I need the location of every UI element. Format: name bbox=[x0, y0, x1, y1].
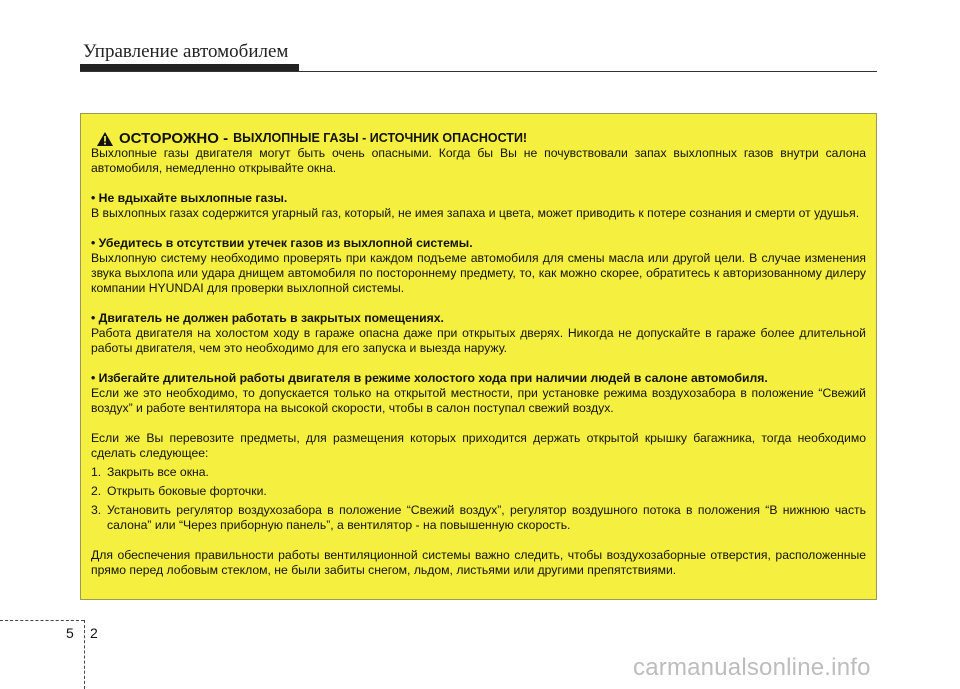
warning-intro: Выхлопные газы двигателя могут быть очень опасными. Когда бы Вы не почувствовали запах выхлопных газов внутри салона автомобиля, немедленно открывайте окна. bbox=[91, 146, 866, 175]
step-number: 3. bbox=[91, 503, 102, 517]
page-number-page: 2 bbox=[90, 625, 98, 641]
header-tab-bar bbox=[80, 64, 299, 71]
section-text: Выхлопную систему необходимо проверять при каждом подъеме автомобиля для смены масла или другой цели. В случае изменения звука выхлопа или удара днищем автомобиля по постороннему предмету, то, как можно скорее, обратитесь к авторизованному дилеру компании HYUNDAI для проверки выхлопной системы. bbox=[91, 251, 866, 295]
steps-list bbox=[91, 465, 866, 533]
page-number-section: 5 bbox=[66, 625, 74, 641]
warning-title-sub: ВЫХЛОПНЫЕ ГАЗЫ - ИСТОЧНИК ОПАСНОСТИ! bbox=[233, 131, 528, 145]
warning-title bbox=[91, 131, 866, 146]
trunk-intro: Если же Вы перевозите предметы, для размещения которых приходится держать открытой крышку багажника, тогда необходимо сделать следующее: bbox=[91, 431, 866, 460]
closing-text: Для обеспечения правильности работы вентиляционной системы важно следить, чтобы воздухозаборные отверстия, расположенные прямо перед лобовым стеклом, не были забиты снегом, льдом, листьями или другими препятствиями. bbox=[91, 548, 866, 577]
section-text: Если же это необходимо, то допускается только на открытой местности, при установке режима воздухозабора в положение “Свежий воздух” и работе вентилятора на высокой скорости, чтобы в салон поступал свежий воздух. bbox=[91, 386, 866, 415]
header-rule bbox=[80, 71, 877, 72]
step-text: Закрыть все окна. bbox=[107, 465, 209, 479]
section-text: Работа двигателя на холостом ходу в гараже опасна даже при открытых дверях. Никогда не допускайте в гараже более длительной работы двигателя, чем это необходимо для его запуска и выезда наружу. bbox=[91, 326, 866, 355]
section-heading: • Избегайте длительной работы двигателя в режиме холостого хода при наличии людей в салоне автомобиля. bbox=[91, 371, 768, 385]
section-text: В выхлопных газах содержится угарный газ, который, не имея запаха и цвета, может приводить к потере сознания и смерти от удушья. bbox=[91, 206, 860, 220]
step-number: 2. bbox=[91, 484, 102, 498]
section-heading: • Двигатель не должен работать в закрытых помещениях. bbox=[91, 311, 444, 325]
page-corner-rule-vertical bbox=[84, 620, 85, 689]
list-item bbox=[91, 484, 866, 499]
warning-triangle-icon bbox=[97, 132, 113, 146]
list-item bbox=[91, 503, 866, 533]
step-text: Установить регулятор воздухозабора в положение “Свежий воздух”, регулятор воздушного потока в положения “В нижнюю часть салона” или “Через приборную панель”, а вентилятор - на повышенную скорость. bbox=[107, 503, 866, 532]
page-title: Управление автомобилем bbox=[83, 41, 289, 62]
step-text: Открыть боковые форточки. bbox=[107, 484, 267, 498]
watermark: carmanualsonline.info bbox=[633, 654, 871, 681]
section-heading: • Не вдыхайте выхлопные газы. bbox=[91, 191, 288, 205]
warning-title-main: ОСТОРОЖНО - bbox=[119, 130, 229, 147]
list-item bbox=[91, 465, 866, 480]
page-corner-rule-horizontal bbox=[0, 620, 84, 621]
warning-box bbox=[80, 113, 877, 600]
step-number: 1. bbox=[91, 465, 102, 479]
section-heading: • Убедитесь в отсутствии утечек газов из выхлопной системы. bbox=[91, 236, 473, 250]
